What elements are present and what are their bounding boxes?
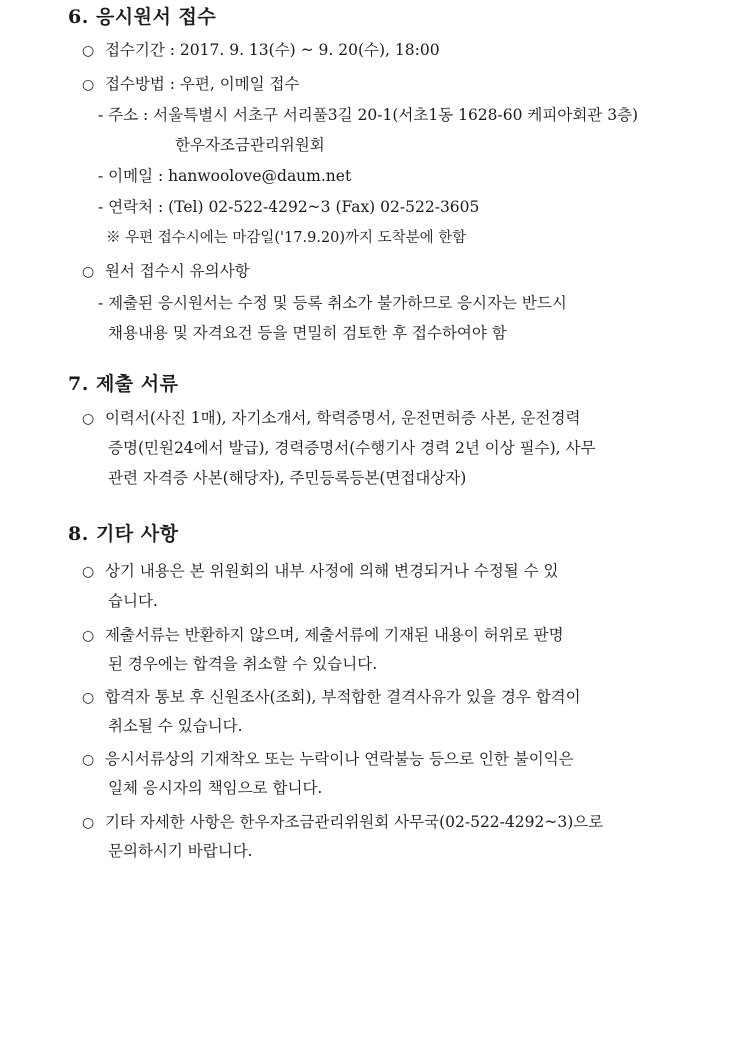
reception-period-item: [82, 38, 440, 60]
email-line: - 이메일 : hanwoolove@daum.net: [98, 167, 352, 185]
documents-line-3: 관련 자격증 사본(해당자), 주민등록등본(면접대상자): [108, 469, 467, 487]
documents-line-1: 이력서(사진 1매), 자기소개서, 학력증명서, 운전면허증 사본, 운전경력: [104, 409, 581, 427]
caution-title: 원서 접수시 유의사항: [104, 262, 250, 280]
other-item-4-line-1: 응시서류상의 기재착오 또는 누락이나 연락불능 등으로 인한 불이익은: [104, 750, 574, 768]
address-line-1: - 주소 : 서울특별시 서초구 서리풀3길 20-1(서초1동 1628-60 케피아회관 3층): [98, 106, 639, 124]
circle-bullet-icon: ○: [82, 690, 95, 706]
documents-line-2: 증명(민원24에서 발급), 경력증명서(수행기사 경력 2년 이상 필수), 사무: [108, 439, 596, 457]
other-item-2-line-2: 된 경우에는 합격을 취소할 수 있습니다.: [108, 655, 378, 673]
other-item-5-line-2: 문의하시기 바랍니다.: [108, 842, 253, 860]
reception-method-item: [82, 72, 300, 94]
mail-note: ※ 우편 접수시에는 마감일('17.9.20)까지 도착분에 한함: [106, 230, 467, 246]
documents-item: [82, 406, 580, 428]
section-6-heading: 6. 응시원서 접수: [68, 6, 217, 28]
section-8-heading: 8. 기타 사항: [68, 523, 179, 545]
other-item-1: [82, 559, 558, 581]
caution-line-1: - 제출된 응시원서는 수정 및 등록 취소가 불가하므로 응시자는 반드시: [98, 294, 567, 312]
address-line-2: 한우자조금관리위원회: [175, 136, 325, 154]
circle-bullet-icon: ○: [82, 43, 95, 59]
other-item-2-line-1: 제출서류는 반환하지 않으며, 제출서류에 기재된 내용이 허위로 판명: [104, 626, 564, 644]
circle-bullet-icon: ○: [82, 752, 95, 768]
other-item-1-line-1: 상기 내용은 본 위원회의 내부 사정에 의해 변경되거나 수정될 수 있: [104, 562, 559, 580]
reception-method: 접수방법 : 우편, 이메일 접수: [104, 75, 300, 93]
other-item-3-line-2: 취소될 수 있습니다.: [108, 717, 243, 735]
caution-item: [82, 259, 250, 281]
other-item-1-line-2: 습니다.: [108, 592, 158, 610]
section-7-heading: 7. 제출 서류: [68, 373, 179, 395]
caution-line-2: 채용내용 및 자격요건 등을 면밀히 검토한 후 접수하여야 함: [108, 324, 507, 342]
circle-bullet-icon: ○: [82, 628, 95, 644]
other-item-5: [82, 810, 603, 832]
other-item-3-line-1: 합격자 통보 후 신원조사(조회), 부적합한 결격사유가 있을 경우 합격이: [104, 688, 581, 706]
other-item-5-line-1: 기타 자세한 사항은 한우자조금관리위원회 사무국(02-522-4292~3)으로: [104, 813, 604, 831]
other-item-2: [82, 623, 564, 645]
circle-bullet-icon: ○: [82, 77, 95, 93]
circle-bullet-icon: ○: [82, 411, 95, 427]
other-item-3: [82, 685, 581, 707]
contact-line: - 연락처 : (Tel) 02-522-4292~3 (Fax) 02-522-3605: [98, 198, 480, 216]
reception-period: 접수기간 : 2017. 9. 13(수) ~ 9. 20(수), 18:00: [104, 41, 440, 59]
circle-bullet-icon: ○: [82, 815, 95, 831]
other-item-4-line-2: 일체 응시자의 책임으로 합니다.: [108, 779, 323, 797]
other-item-4: [82, 747, 574, 769]
circle-bullet-icon: ○: [82, 264, 95, 280]
circle-bullet-icon: ○: [82, 564, 95, 580]
